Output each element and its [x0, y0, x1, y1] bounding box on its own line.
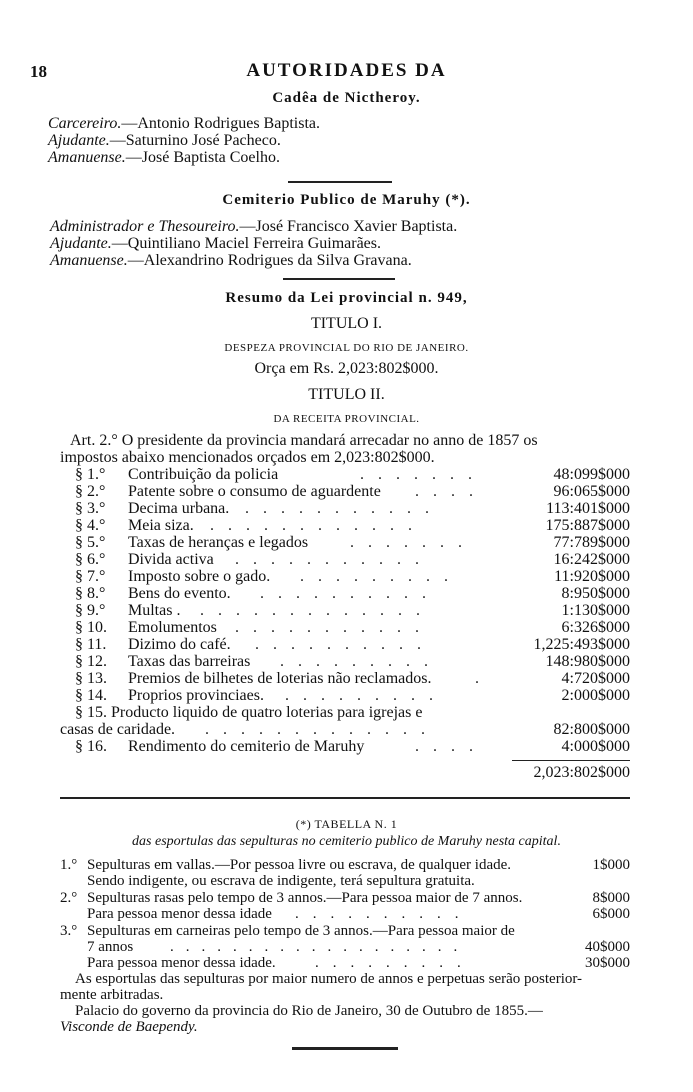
revenue-row: casas de caridade. ............. 82:800$000: [60, 721, 630, 738]
section-number: § 10.: [75, 619, 107, 636]
cadea-entry: [48, 149, 280, 166]
person: —Antonio Rodrigues Baptista.: [121, 115, 320, 132]
item-text: Para pessoa menor dessa idade.: [87, 955, 276, 971]
revenue-row: § 13. Premios de bilhetes de loterias não reclamados. . 4:720$000: [75, 670, 630, 687]
section-number: § 14.: [75, 687, 107, 704]
revenue-row-15-line1: § 15. Producto liquido de quatro loterias para igrejas e: [75, 704, 423, 721]
titulo-1: TITULO I.: [310, 315, 383, 332]
revenue-row: § 14. Proprios provinciaes. ......... 2:000$000: [75, 687, 630, 704]
revenue-amount: 4:000$000: [561, 738, 630, 755]
section-number: § 12.: [75, 653, 107, 670]
revenue-label: Decima urbana.: [128, 500, 230, 517]
revenue-label: casas de caridade.: [60, 721, 176, 738]
revenue-total-row: [60, 764, 630, 781]
revenue-row: § 4.° Meia siza. ............ 175:887$000: [75, 517, 630, 534]
item-text: Sendo indigente, ou escrava de indigente, terá sepultura gratuita.: [87, 873, 475, 889]
revenue-label: Rendimento do cemiterio de Maruhy: [128, 738, 365, 755]
revenue-amount: 8:950$000: [561, 585, 630, 602]
footnote-title: (*) TABELLA N. 1: [295, 817, 398, 831]
titulo-1-subtitle: DESPEZA PROVINCIAL DO RIO DE JANEIRO.: [224, 342, 469, 354]
item-amount: 6$000: [592, 906, 630, 922]
section-title-cemiterio: Cemiterio Publico de Maruhy (*).: [222, 192, 471, 208]
article-text-line: impostos abaixo mencionados orçados em 2,023:802$000.: [60, 449, 435, 466]
note-line: mente arbitradas.: [60, 987, 164, 1003]
revenue-label: Meia siza.: [128, 517, 194, 534]
item-amount: 30$000: [585, 955, 630, 971]
revenue-amount: 11:920$000: [554, 568, 630, 585]
section-number: § 2.°: [75, 483, 106, 500]
revenue-row: § 9.° Multas . ............. 1:130$000: [75, 602, 630, 619]
person: —José Baptista Coelho.: [125, 149, 280, 166]
item-amount: 1$000: [592, 857, 630, 873]
footnote-subtitle: das esportulas das sepulturas no cemiterio publico de Maruhy nesta capital.: [132, 834, 561, 849]
revenue-row: § 2.° Patente sobre o consumo de aguardente .... 96:065$000: [75, 483, 630, 500]
item-text: 7 annos: [87, 939, 134, 955]
revenue-row: § 10. Emolumentos ........... 6:326$000: [75, 619, 630, 636]
revenue-row: § 1.° Contribuição da policia ....... 48:099$000: [75, 466, 630, 483]
revenue-label: Emolumentos: [128, 619, 217, 636]
cemiterio-entry: [50, 235, 381, 252]
titulo-1-orca: Orça em Rs. 2,023:802$000.: [254, 360, 439, 377]
revenue-label: Dizimo do café.: [128, 636, 231, 653]
person: —Quintiliano Maciel Ferreira Guimarães.: [111, 235, 382, 252]
revenue-total: 2,023:802$000: [533, 764, 630, 781]
revenue-label: Patente sobre o consumo de aguardente: [128, 483, 381, 500]
footnote-divider: [60, 797, 630, 799]
cemiterio-entry: [50, 252, 412, 269]
section-number: § 3.°: [75, 500, 106, 517]
item-number: 1.°: [60, 857, 78, 873]
role: Administrador e Thesoureiro.: [50, 218, 240, 235]
revenue-row: § 7.° Imposto sobre o gado. ......... 11:920$000: [75, 568, 630, 585]
revenue-amount: 2:000$000: [561, 687, 630, 704]
revenue-label: Bens do evento.: [128, 585, 231, 602]
titulo-2-subtitle: DA RECEITA PROVINCIAL.: [273, 413, 420, 425]
cadea-entry: [48, 115, 320, 132]
revenue-row: § 12. Taxas das barreiras ......... 148:980$000: [75, 653, 630, 670]
end-divider: [292, 1047, 398, 1050]
signature: Visconde de Baependy.: [60, 1019, 198, 1035]
person: —José Francisco Xavier Baptista.: [239, 218, 458, 235]
revenue-label: Multas .: [128, 602, 181, 619]
role: Ajudante.: [48, 132, 110, 149]
revenue-label: Divida activa: [128, 551, 214, 568]
revenue-row: § 3.° Decima urbana. ........... 113:401$000: [75, 500, 630, 517]
revenue-row: § 8.° Bens do evento. .......... 8:950$000: [75, 585, 630, 602]
revenue-amount: 82:800$000: [553, 721, 630, 738]
item-text: Sepulturas em vallas.—Por pessoa livre ou escrava, de qualquer idade.: [87, 857, 512, 873]
person: —Saturnino José Pacheco.: [109, 132, 281, 149]
revenue-row: § 11. Dizimo do café. .......... 1,225:493$000: [75, 636, 630, 653]
revenue-row: § 6.° Divida activa ........... 16:242$000: [75, 551, 630, 568]
revenue-amount: 1:130$000: [561, 602, 630, 619]
revenue-label: Taxas de heranças e legados: [128, 534, 309, 551]
cadea-entry: [48, 132, 281, 149]
item-text: Para pessoa menor dessa idade: [87, 906, 272, 922]
running-title: AUTORIDADES DA: [246, 60, 447, 81]
revenue-amount: 148:980$000: [545, 653, 630, 670]
divider: [283, 278, 395, 280]
section-number: § 4.°: [75, 517, 106, 534]
closing-line: Palacio do governo da provincia do Rio de Janeiro, 30 de Outubro de 1855.—: [75, 1003, 543, 1019]
item-text: Sepulturas em carneiras pelo tempo de 3 annos.—Para pessoa maior de: [87, 923, 515, 939]
section-number: § 9.°: [75, 602, 106, 619]
page-number: 18: [30, 62, 47, 81]
cemiterio-entry: [50, 218, 457, 235]
section-number: § 7.°: [75, 568, 106, 585]
revenue-amount: 175:887$000: [545, 517, 630, 534]
section-number: § 6.°: [75, 551, 106, 568]
item-text: Sepulturas rasas pelo tempo de 3 annos.—Para pessoa maior de 7 annos.: [87, 890, 523, 906]
role: Ajudante.: [50, 235, 112, 252]
total-rule: [512, 760, 630, 761]
revenue-amount: 4:720$000: [561, 670, 630, 687]
revenue-label: Premios de bilhetes de loterias não reclamados.: [128, 670, 432, 687]
revenue-row: § 16. Rendimento do cemiterio de Maruhy .... 4:000$000: [75, 738, 630, 755]
revenue-label: Taxas das barreiras: [128, 653, 251, 670]
role: Carcereiro.: [48, 115, 122, 132]
resumo-title: Resumo da Lei provincial n. 949,: [225, 290, 468, 306]
revenue-amount: 77:789$000: [553, 534, 630, 551]
note-line: As esportulas das sepulturas por maior numero de annos e perpetuas serão posterior-: [75, 971, 583, 987]
section-number: § 8.°: [75, 585, 106, 602]
section-number: § 16.: [75, 738, 107, 755]
item-amount: 40$000: [585, 939, 630, 955]
revenue-amount: 6:326$000: [561, 619, 630, 636]
article-text-line: Art. 2.° O presidente da provincia mandará arrecadar no anno de 1857 os: [70, 432, 538, 449]
section-number: § 11.: [75, 636, 107, 653]
revenue-amount: 48:099$000: [553, 466, 630, 483]
revenue-label: Imposto sobre o gado.: [128, 568, 271, 585]
item-amount: 8$000: [592, 890, 630, 906]
titulo-2: TITULO II.: [308, 386, 385, 403]
divider: [288, 181, 392, 183]
revenue-label: Contribuição da policia: [128, 466, 279, 483]
revenue-amount: 96:065$000: [553, 483, 630, 500]
revenue-amount: 16:242$000: [553, 551, 630, 568]
section-title-cadea: Cadêa de Nictheroy.: [272, 90, 421, 106]
person: —Alexandrino Rodrigues da Silva Gravana.: [127, 252, 412, 269]
section-number: § 13.: [75, 670, 107, 687]
section-number: § 1.°: [75, 466, 106, 483]
role: Amanuense.: [48, 149, 126, 166]
item-number: 3.°: [60, 923, 78, 939]
revenue-label: Proprios provinciaes.: [128, 687, 264, 704]
revenue-amount: 1,225:493$000: [533, 636, 630, 653]
revenue-amount: 113:401$000: [546, 500, 630, 517]
section-number: § 5.°: [75, 534, 106, 551]
item-number: 2.°: [60, 890, 78, 906]
role: Amanuense.: [50, 252, 128, 269]
revenue-row: § 5.° Taxas de heranças e legados ....... 77:789$000: [75, 534, 630, 551]
